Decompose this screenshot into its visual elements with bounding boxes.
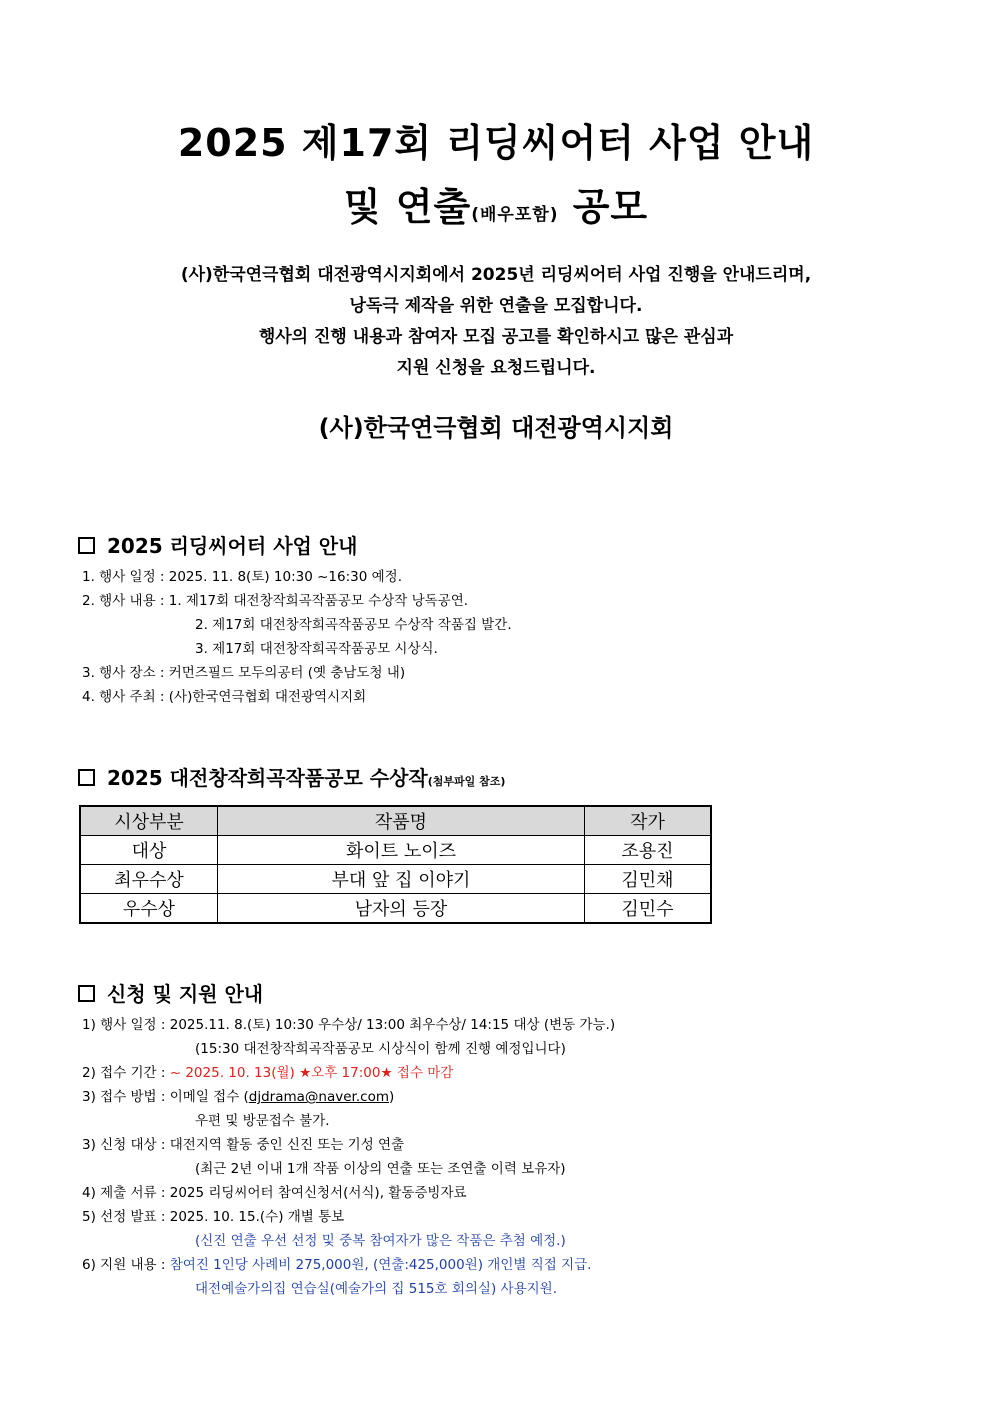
support-note: 대전예술가의집 연습실(예술가의 집 515호 회의실) 사용지원. bbox=[195, 1281, 557, 1297]
event-content-3: 3. 제17회 대전창작희곡작품공모 시상식. bbox=[195, 641, 438, 657]
required-documents: 4) 제출 서류 : 2025 리딩씨어터 참여신청서(서식), 활동증빙자료 bbox=[82, 1185, 467, 1201]
table-cell: 남자의 등장 bbox=[218, 894, 585, 924]
table-row bbox=[80, 865, 711, 894]
table-cell: 김민수 bbox=[585, 894, 712, 924]
section-title: 신청 및 지원 안내 bbox=[107, 982, 264, 1006]
table-cell: 화이트 노이즈 bbox=[218, 836, 585, 865]
organization-name: (사)한국연극협회 대전광역시지회 bbox=[318, 414, 674, 442]
event-venue: 3. 행사 장소 : 커먼즈필드 모두의공터 (옛 충남도청 내) bbox=[82, 665, 406, 681]
apply-schedule: 1) 행사 일정 : 2025.11. 8.(토) 10:30 우수상/ 13:00 최우수상/ 14:15 대상 (변동 가능.) bbox=[82, 1017, 616, 1033]
apply-method-label: 3) 접수 방법 : 이메일 접수 ( bbox=[82, 1089, 249, 1105]
intro-line: 지원 신청을 요청드립니다. bbox=[396, 358, 596, 378]
section-heading bbox=[78, 978, 263, 1007]
apply-schedule-note: (15:30 대전창작희곡작품공모 시상식이 함께 진행 예정입니다) bbox=[195, 1041, 566, 1057]
intro-line: 행사의 진행 내용과 참여자 모집 공고를 확인하시고 많은 관심과 bbox=[258, 327, 734, 347]
apply-period bbox=[82, 1061, 453, 1081]
table-row bbox=[80, 836, 711, 865]
event-schedule: 1. 행사 일정 : 2025. 11. 8(토) 10:30 ~16:30 예정. bbox=[82, 569, 402, 585]
column-header: 작가 bbox=[585, 806, 712, 836]
intro-line: (사)한국연극협회 대전광역시지회에서 2025년 리딩씨어터 사업 진행을 안내드리며, bbox=[180, 265, 812, 285]
table-row bbox=[80, 894, 711, 924]
section-note: (첨부파일 참조) bbox=[427, 775, 506, 788]
apply-period-value: ~ 2025. 10. 13(월) ★오후 17:00★ 접수 마감 bbox=[169, 1065, 454, 1081]
awards-table bbox=[79, 805, 712, 924]
subtitle-end: 공모 bbox=[572, 185, 649, 229]
apply-method bbox=[82, 1085, 394, 1105]
section-heading bbox=[78, 762, 505, 791]
intro-line: 낭독극 제작을 위한 연출을 모집합니다. bbox=[349, 296, 643, 316]
selection-announcement: 5) 선정 발표 : 2025. 10. 15.(수) 개별 통보 bbox=[82, 1209, 345, 1225]
intro-paragraph bbox=[0, 260, 992, 384]
table-header-row bbox=[80, 806, 711, 836]
checkbox-icon bbox=[78, 769, 95, 786]
subtitle-main: 및 연출 bbox=[343, 185, 472, 229]
section-title: 2025 대전창작희곡작품공모 수상작 bbox=[107, 766, 428, 790]
support-content bbox=[82, 1253, 591, 1273]
apply-method-end: ) bbox=[389, 1089, 395, 1105]
support-value: 참여진 1인당 사례비 275,000원, (연출:425,000원) 개인별 직접 지급. bbox=[169, 1257, 592, 1273]
subtitle-note: (배우포함) bbox=[471, 205, 559, 225]
table-cell: 조용진 bbox=[585, 836, 712, 865]
support-label: 6) 지원 내용 : bbox=[82, 1257, 170, 1273]
selection-note: (신진 연출 우선 선정 및 중복 참여자가 많은 작품은 추첨 예정.) bbox=[195, 1233, 566, 1249]
section-title: 2025 리딩씨어터 사업 안내 bbox=[107, 534, 358, 558]
event-host: 4. 행사 주최 : (사)한국연극협회 대전광역시지회 bbox=[82, 689, 367, 705]
event-content-2: 2. 제17회 대전창작희곡작품공모 수상작 작품집 발간. bbox=[195, 617, 512, 633]
column-header: 시상부분 bbox=[80, 806, 218, 836]
event-content: 2. 행사 내용 : 1. 제17회 대전창작희곡작품공모 수상작 낭독공연. bbox=[82, 593, 469, 609]
table-cell: 김민채 bbox=[585, 865, 712, 894]
table-cell: 대상 bbox=[80, 836, 218, 865]
column-header: 작품명 bbox=[218, 806, 585, 836]
apply-method-note: 우편 및 방문접수 불가. bbox=[195, 1113, 330, 1129]
apply-period-label: 2) 접수 기간 : bbox=[82, 1065, 170, 1081]
document-title: 2025 제17회 리딩씨어터 사업 안내 bbox=[177, 121, 815, 165]
apply-target-note: (최근 2년 이내 1개 작품 이상의 연출 또는 조연출 이력 보유자) bbox=[195, 1161, 566, 1177]
document-subtitle bbox=[0, 176, 992, 231]
checkbox-icon bbox=[78, 537, 95, 554]
section-heading bbox=[78, 530, 357, 559]
email-link[interactable]: djdrama@naver.com bbox=[248, 1089, 389, 1105]
table-cell: 최우수상 bbox=[80, 865, 218, 894]
table-cell: 우수상 bbox=[80, 894, 218, 924]
apply-target: 3) 신청 대상 : 대전지역 활동 중인 신진 또는 기성 연출 bbox=[82, 1137, 405, 1153]
table-cell: 부대 앞 집 이야기 bbox=[218, 865, 585, 894]
checkbox-icon bbox=[78, 985, 95, 1002]
